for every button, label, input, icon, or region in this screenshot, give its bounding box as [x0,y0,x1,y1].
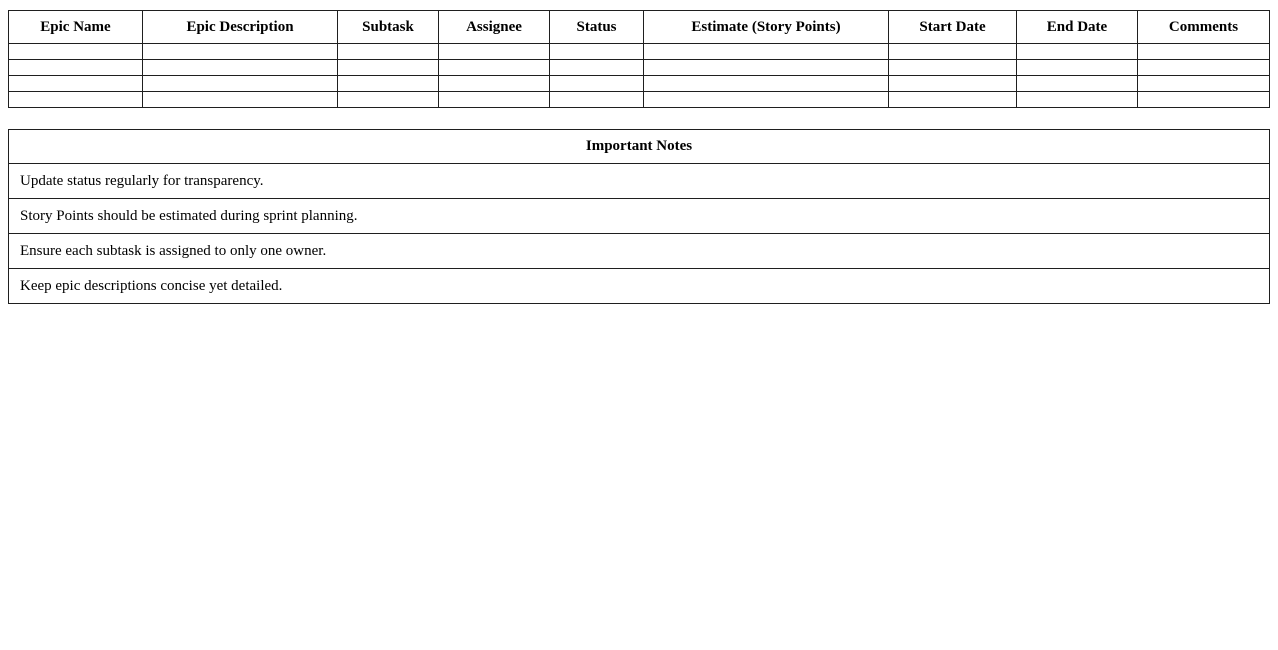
table-cell [9,76,143,92]
column-header-assignee: Assignee [439,11,550,44]
note-row [9,269,1270,304]
table-cell [1017,60,1138,76]
note-row [9,199,1270,234]
table-cell [889,44,1017,60]
table-cell [143,92,338,108]
table-cell [439,44,550,60]
note-text: Update status regularly for transparency. [9,164,1270,199]
column-header-status: Status [550,11,644,44]
table-cell [644,92,889,108]
table-cell [1138,92,1270,108]
column-header-epic-description: Epic Description [143,11,338,44]
table-cell [9,44,143,60]
table-cell [439,60,550,76]
column-header-start-date: Start Date [889,11,1017,44]
table-cell [338,76,439,92]
column-header-subtask: Subtask [338,11,439,44]
epic-tracking-table [8,10,1270,108]
table-cell [550,92,644,108]
table-cell [143,76,338,92]
table-cell [338,92,439,108]
table-cell [550,76,644,92]
epic-table-row [9,44,1270,60]
epic-table-row [9,76,1270,92]
table-cell [439,76,550,92]
column-header-comments: Comments [1138,11,1270,44]
table-cell [1017,76,1138,92]
table-cell [1138,60,1270,76]
epic-table-header-row [9,11,1270,44]
table-cell [644,76,889,92]
table-cell [143,60,338,76]
table-cell [889,76,1017,92]
table-cell [644,44,889,60]
table-cell [1017,92,1138,108]
epic-table-row [9,92,1270,108]
table-cell [1138,44,1270,60]
table-cell [9,92,143,108]
note-row [9,164,1270,199]
column-header-epic-name: Epic Name [9,11,143,44]
table-cell [889,92,1017,108]
column-header-estimate: Estimate (Story Points) [644,11,889,44]
notes-header-row [9,130,1270,164]
notes-title: Important Notes [9,130,1270,164]
epic-table-row [9,60,1270,76]
note-text: Ensure each subtask is assigned to only one owner. [9,234,1270,269]
important-notes-table [8,129,1270,304]
table-cell [889,60,1017,76]
note-text: Story Points should be estimated during sprint planning. [9,199,1270,234]
table-cell [338,60,439,76]
table-cell [644,60,889,76]
table-cell [9,60,143,76]
table-cell [439,92,550,108]
table-cell [338,44,439,60]
column-header-end-date: End Date [1017,11,1138,44]
table-cell [1017,44,1138,60]
table-cell [550,44,644,60]
table-cell [1138,76,1270,92]
table-cell [550,60,644,76]
table-cell [143,44,338,60]
note-text: Keep epic descriptions concise yet detailed. [9,269,1270,304]
note-row [9,234,1270,269]
